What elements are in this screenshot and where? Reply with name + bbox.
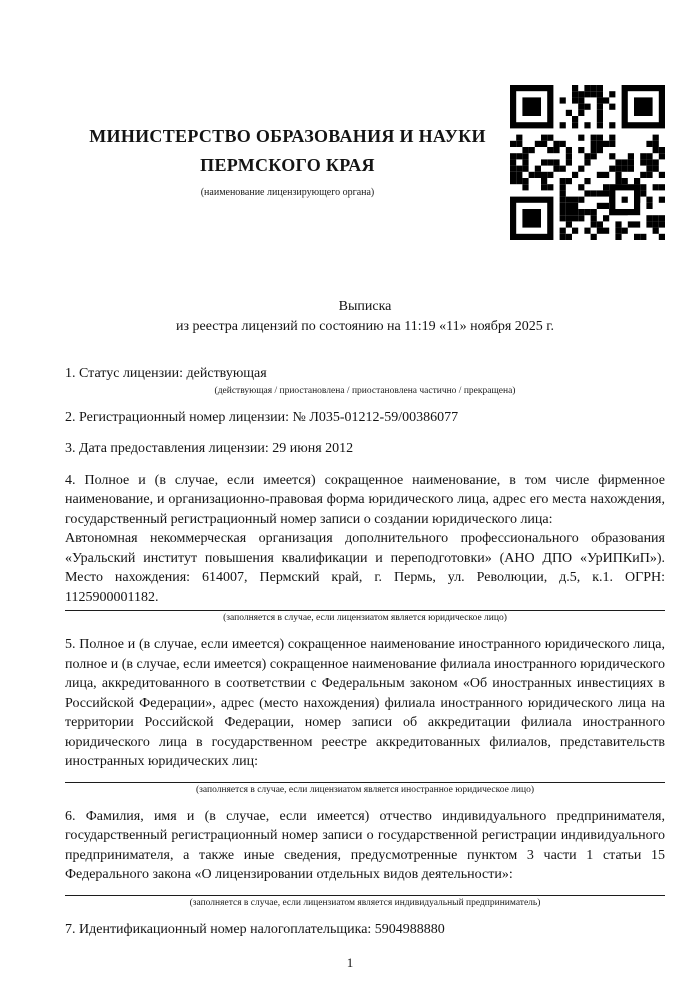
item-taxpayer-number	[65, 920, 665, 940]
document-title	[65, 297, 665, 336]
item-legal-entity	[65, 471, 665, 624]
ministry-name-line1: МИНИСТЕРСТВО ОБРАЗОВАНИЯ И НАУКИ	[89, 126, 486, 146]
foreign-entity-note: (заполняется в случае, если лицензиатом является иностранное юридическое лицо)	[196, 784, 534, 795]
legal-entity-note: (заполняется в случае, если лицензиатом является юридическое лицо)	[223, 613, 507, 623]
license-status-text: 1. Статус лицензии: действующая	[65, 366, 267, 381]
item-foreign-entity	[65, 635, 665, 795]
license-status-note: (действующая / приостановлена / приостановлена частично / прекращена)	[214, 385, 516, 396]
item-individual-entrepreneur	[65, 807, 665, 908]
item-license-status	[65, 364, 665, 396]
document-title-line2: из реестра лицензий по состоянию на 11:19 «11» ноября 2025 г.	[176, 318, 554, 334]
entrepreneur-question: 6. Фамилия, имя и (в случае, если имеется) отчество индивидуального предпринимателя, государственный регистрационный номер записи о государственной регистрации индивидуального предпринимателя, а также иные сведения, предусмотренные пунктом 3 части 1 статьи 15 Федерального закона «О лицензировании отдельных видов деятельности»:	[65, 808, 665, 882]
qr-code	[510, 85, 665, 240]
entrepreneur-rule	[65, 895, 665, 896]
item-license-date	[65, 439, 665, 459]
ministry-name-line2: ПЕРМСКОГО КРАЯ	[200, 155, 375, 175]
taxpayer-number-text: 7. Идентификационный номер налогоплательщика: 5904988880	[65, 921, 445, 937]
foreign-entity-rule	[65, 782, 665, 783]
document-header	[65, 85, 665, 240]
document-title-line1: Выписка	[338, 299, 392, 314]
page-number: 1	[346, 955, 354, 970]
licensing-authority-block	[65, 85, 510, 198]
registration-number-text: 2. Регистрационный номер лицензии: № Л035-01212-59/00386077	[65, 409, 459, 425]
foreign-entity-question: 5. Полное и (в случае, если имеется) сокращенное наименование иностранного юридического лица, полное и (в случае, если имеется) сокращенное наименование филиала иностранного юридического лица, аккредитованного в соответствии с Федеральным законом «Об иностранных инвестициях в Российской Федерации», адрес (место нахождения) филиала иностранного юридического лица на территории Российской Федерации, номер записи об аккредитации филиала иностранного юридического лица в государственном реестре аккредитованных филиалов, представительств иностранных юридических лиц:	[65, 637, 665, 769]
legal-entity-rule	[65, 610, 665, 611]
legal-entity-question: 4. Полное и (в случае, если имеется) сокращенное наименование, в том числе фирменное наименование, и организационно-правовая форма юридического лица, адрес его места нахождения, государственный регистрационный номер записи о создании юридического лица:	[65, 472, 665, 527]
entrepreneur-note: (заполняется в случае, если лицензиатом является индивидуальный предприниматель)	[189, 897, 541, 908]
items-list	[65, 364, 665, 939]
legal-entity-value: Автономная некоммерческая организация дополнительного профессионального образования «Уральский институт повышения квалификации и переподготовки» (АНО ДПО «УрИПКиП»). Место нахождения: 614007, Пермский край, г. Пермь, ул. Революции, д.5, к.1. ОГРН: 1125900001182.	[65, 531, 665, 605]
license-date-text: 3. Дата предоставления лицензии: 29 июня 2012	[65, 441, 354, 456]
item-registration-number	[65, 408, 665, 428]
authority-caption: (наименование лицензирующего органа)	[200, 187, 375, 198]
